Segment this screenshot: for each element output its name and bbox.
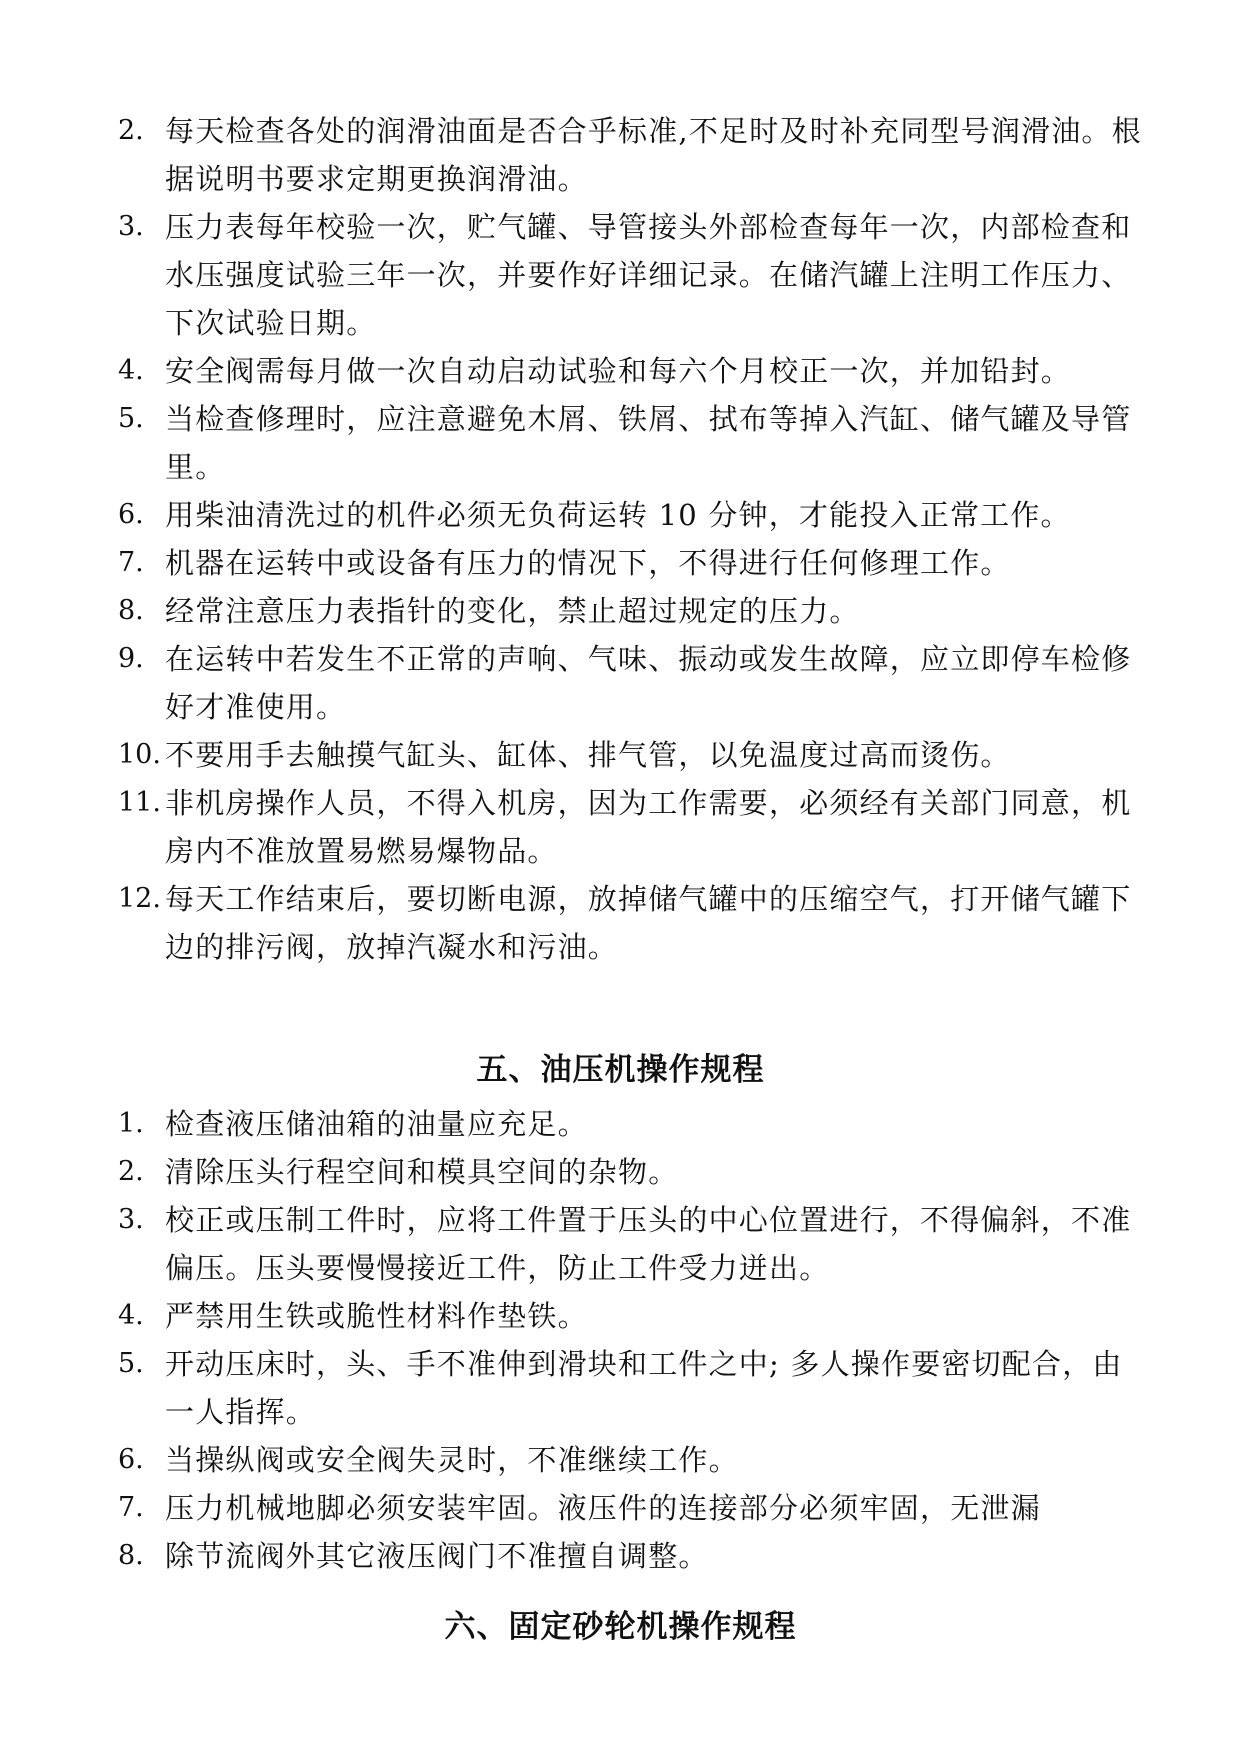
list-item (0, 1148, 1241, 1196)
item-number: 2. (118, 115, 144, 146)
item-text: 经常注意压力表指针的变化，禁止超过规定的压力。 (165, 594, 860, 628)
item-number: 5. (118, 1348, 144, 1379)
maintenance-list (0, 107, 1241, 971)
list-item (0, 1532, 1241, 1580)
list-item (0, 203, 1241, 347)
list-item (0, 779, 1241, 875)
list-item (0, 875, 1241, 971)
item-number: 6. (118, 1444, 144, 1475)
item-number: 8. (118, 1540, 144, 1571)
item-number: 4. (118, 1300, 144, 1331)
item-text: 压力表每年校验一次，贮气罐、导管接头外部检查每年一次，内部检查和水压强度试验三年一次，并要作好详细记录。在储汽罐上注明工作压力、下次试验日期。 (165, 210, 1132, 340)
item-number: 12. (118, 883, 161, 914)
list-item (0, 1100, 1241, 1148)
item-number: 9. (118, 643, 144, 674)
section-hydraulic-press (0, 1046, 1241, 1580)
item-number: 6. (118, 499, 144, 530)
item-text: 除节流阀外其它液压阀门不准擅自调整。 (165, 1539, 709, 1573)
item-number: 10. (118, 739, 161, 770)
item-text: 每天检查各处的润滑油面是否合乎标准,不足时及时补充同型号润滑油。根据说明书要求定期更换润滑油。 (165, 114, 1142, 196)
item-text: 严禁用生铁或脆性材料作垫铁。 (165, 1299, 588, 1333)
item-text: 压力机械地脚必须安装牢固。液压件的连接部分必须牢固，无泄漏 (165, 1491, 1041, 1525)
list-item (0, 539, 1241, 587)
item-text: 检查液压储油箱的油量应充足。 (165, 1107, 588, 1141)
item-text: 机器在运转中或设备有压力的情况下，不得进行任何修理工作。 (165, 546, 1011, 580)
item-number: 3. (118, 1204, 144, 1235)
item-number: 1. (118, 1108, 144, 1139)
item-text: 当检查修理时，应注意避免木屑、铁屑、拭布等掉入汽缸、储气罐及导管里。 (165, 402, 1132, 484)
list-item (0, 1196, 1241, 1292)
item-text: 非机房操作人员，不得入机房，因为工作需要，必须经有关部门同意，机房内不准放置易燃易爆物品。 (165, 786, 1132, 868)
item-number: 4. (118, 355, 144, 386)
item-text: 每天工作结束后，要切断电源，放掉储气罐中的压缩空气，打开储气罐下边的排污阀，放掉汽凝水和污油。 (165, 882, 1132, 964)
section-fixed-grinder (0, 1603, 1241, 1651)
item-text: 用柴油清洗过的机件必须无负荷运转 10 分钟，才能投入正常工作。 (165, 498, 1071, 532)
item-number: 7. (118, 1492, 144, 1523)
hydraulic-press-list (0, 1100, 1241, 1580)
list-item (0, 635, 1241, 731)
list-item (0, 347, 1241, 395)
item-text: 当操纵阀或安全阀失灵时，不准继续工作。 (165, 1443, 739, 1477)
item-text: 开动压床时，头、手不准伸到滑块和工件之中; 多人操作要密切配合，由一人指挥。 (165, 1347, 1123, 1429)
item-text: 不要用手去触摸气缸头、缸体、排气管，以免温度过高而烫伤。 (165, 738, 1011, 772)
item-text: 在运转中若发生不正常的声响、气味、振动或发生故障，应立即停车检修好才准使用。 (165, 642, 1132, 724)
item-number: 8. (118, 595, 144, 626)
list-item (0, 1340, 1241, 1436)
list-item (0, 1484, 1241, 1532)
list-item (0, 395, 1241, 491)
list-item (0, 1436, 1241, 1484)
item-number: 3. (118, 211, 144, 242)
section-air-compressor-maintenance (0, 107, 1241, 971)
item-number: 5. (118, 403, 144, 434)
section-title: 五、油压机操作规程 (476, 1052, 765, 1088)
item-number: 11. (118, 787, 161, 818)
section-title: 六、固定砂轮机操作规程 (444, 1609, 797, 1645)
list-item (0, 107, 1241, 203)
list-item (0, 491, 1241, 539)
list-item (0, 1292, 1241, 1340)
item-text: 校正或压制工件时，应将工件置于压头的中心位置进行，不得偏斜，不准偏压。压头要慢慢接近工件，防止工件受力迸出。 (165, 1203, 1132, 1285)
list-item (0, 587, 1241, 635)
item-text: 安全阀需每月做一次自动启动试验和每六个月校正一次，并加铅封。 (165, 354, 1072, 388)
item-number: 2. (118, 1156, 144, 1187)
item-number: 7. (118, 547, 144, 578)
list-item (0, 731, 1241, 779)
item-text: 清除压头行程空间和模具空间的杂物。 (165, 1155, 679, 1189)
